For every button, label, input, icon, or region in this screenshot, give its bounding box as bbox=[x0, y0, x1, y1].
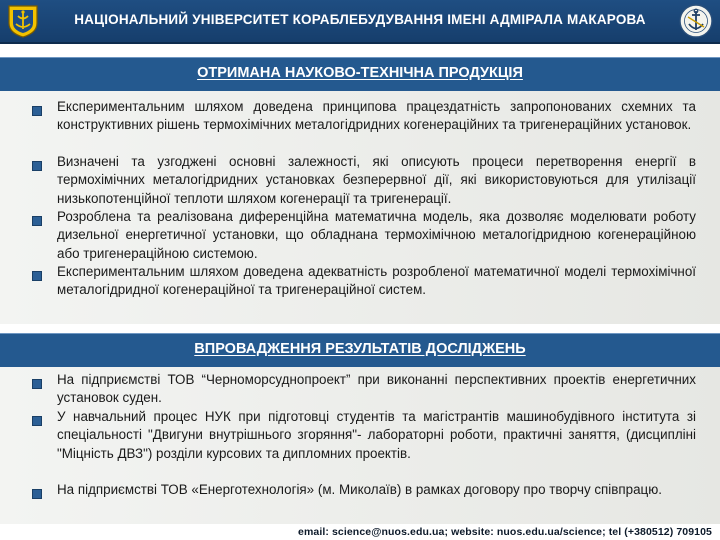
list-item-text: У навчальний процес НУК при підготовці студентів та магістрантів машинобудівного інститута зі спеціальності "Двигуни внутрішнього згоряння"- лабораторні роботи, практичні заняття, (дисципліні "Міцність ДВЗ") розділи курсових та дипломних проектів. bbox=[57, 409, 696, 461]
list-item-text: Визначені та узгоджені основні залежності, які описують процеси перетворення енергії в термохімічних металогідридних установках безперервної дії, які використовуються для утилізації низькопотенційної теплоти шляхом когенерації та тригенерації. bbox=[57, 154, 696, 206]
list-item-text: На підприємстві ТОВ “Черноморсуднопроект” при виконанні перспективних проектів енергетичних установок суден. bbox=[57, 372, 696, 406]
list-item-text: На підприємстві ТОВ «Енерготехнологія» (м. Миколаїв) в рамках договору про творчу співпрацю. bbox=[57, 482, 662, 497]
section-header-products bbox=[0, 57, 720, 92]
bullet-icon bbox=[32, 416, 42, 426]
anchor-emblem-icon bbox=[678, 3, 714, 39]
list-item-text: Розроблена та реалізована диференційна математична модель, яка дозволяє моделювати роботу дизельної енергетичної установки, що обладнана термохімічною металогідридною когенераційною або тригенераційною системою. bbox=[57, 209, 696, 261]
bullet-icon bbox=[32, 161, 42, 171]
list-item-text: Експериментальним шляхом доведена адекватність розробленої математичної моделі термохімічної металогідридної когенераційної та тригенераційної систем. bbox=[57, 264, 696, 298]
university-crest-icon bbox=[5, 3, 41, 39]
bullet-icon bbox=[32, 106, 42, 116]
list-item-text: Експериментальним шляхом доведена принципова працездатність запропонованих схемних та конструктивних рішень термохімічних металогідридних когенераційних та тригенераційних установок. bbox=[57, 99, 696, 133]
university-name: НАЦІОНАЛЬНИЙ УНІВЕРСИТЕТ КОРАБЛЕБУДУВАННЯ ІМЕНІ АДМІРАЛА МАКАРОВА bbox=[74, 12, 646, 27]
section-header-implementation bbox=[0, 333, 720, 368]
header-banner bbox=[0, 0, 720, 44]
implementation-list bbox=[0, 367, 720, 524]
section-title: ОТРИМАНА НАУКОВО-ТЕХНІЧНА ПРОДУКЦІЯ bbox=[197, 65, 523, 81]
bullet-icon bbox=[32, 216, 42, 226]
contact-footer: email: science@nuos.edu.ua; website: nuos.edu.ua/science; tel (+380512) 709105 bbox=[298, 526, 712, 538]
bullet-icon bbox=[32, 489, 42, 499]
section-title: ВПРОВАДЖЕННЯ РЕЗУЛЬТАТІВ ДОСЛІДЖЕНЬ bbox=[194, 341, 526, 357]
products-list bbox=[0, 91, 720, 324]
bullet-icon bbox=[32, 271, 42, 281]
bullet-icon bbox=[32, 379, 42, 389]
